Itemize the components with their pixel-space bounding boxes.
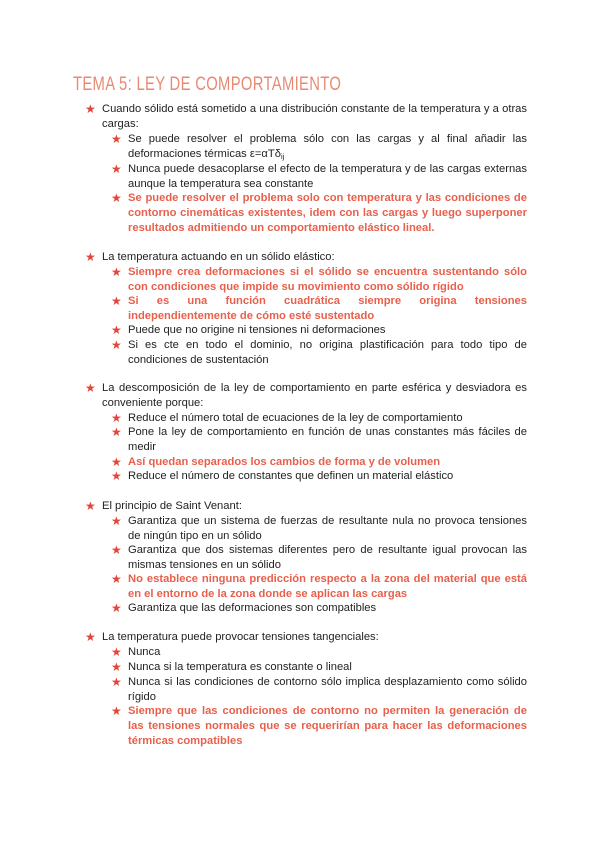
- q3-option-1: [111, 411, 527, 426]
- star-bullet-icon: ★: [111, 660, 122, 674]
- question-text: La temperatura puede provocar tensiones tangenciales:: [102, 631, 379, 643]
- question-text: La temperatura actuando en un sólido elástico:: [102, 251, 335, 263]
- q4-option-4: [111, 601, 527, 616]
- q2-option-3: [111, 323, 527, 338]
- question-1: [85, 102, 527, 132]
- q3-option-3: [111, 455, 527, 470]
- q4-option-3: [111, 572, 527, 602]
- star-bullet-icon: ★: [111, 265, 122, 279]
- star-bullet-icon: ★: [111, 425, 122, 439]
- correct-option-text: Siempre crea deformaciones si el sólido se encuentra sustentando sólo con condiciones que impide su movimiento como sólido rígido: [128, 266, 527, 293]
- star-bullet-icon: ★: [85, 250, 96, 264]
- option-text: Nunca si la temperatura es constante o lineal: [128, 661, 352, 673]
- star-bullet-icon: ★: [111, 645, 122, 659]
- q3-option-4: [111, 469, 527, 484]
- star-bullet-icon: ★: [111, 191, 122, 205]
- q1-option-3: [111, 191, 527, 236]
- star-bullet-icon: ★: [85, 102, 96, 116]
- q2-option-2: [111, 294, 527, 324]
- star-bullet-icon: ★: [111, 572, 122, 586]
- q1-option-2: [111, 162, 527, 192]
- option-text: Nunca puede desacoplarse el efecto de la temperatura y de las cargas externas aunque la temperatura sea constante: [128, 163, 527, 190]
- star-bullet-icon: ★: [111, 294, 122, 308]
- option-text: Pone la ley de comportamiento en función de unas constantes más fáciles de medir: [128, 426, 527, 453]
- star-bullet-icon: ★: [111, 411, 122, 425]
- option-text: Garantiza que las deformaciones son compatibles: [128, 602, 377, 614]
- q5-option-3: [111, 675, 527, 705]
- star-bullet-icon: ★: [111, 469, 122, 483]
- question-text: Cuando sólido está sometido a una distribución constante de la temperatura y a otras cargas:: [102, 103, 527, 130]
- question-text: El principio de Saint Venant:: [102, 500, 242, 512]
- question-4: [85, 499, 527, 514]
- question-5: [85, 630, 527, 645]
- question-2: [85, 250, 527, 265]
- star-bullet-icon: ★: [111, 543, 122, 557]
- star-bullet-icon: ★: [111, 132, 122, 146]
- q3-option-2: [111, 425, 527, 455]
- correct-option-text: Si es una función cuadrática siempre origina tensiones independientemente de cómo esté sustentado: [128, 295, 527, 322]
- star-bullet-icon: ★: [85, 499, 96, 513]
- q4-option-1: [111, 514, 527, 544]
- star-bullet-icon: ★: [111, 704, 122, 718]
- question-3: [85, 381, 527, 411]
- star-bullet-icon: ★: [111, 338, 122, 352]
- star-bullet-icon: ★: [85, 381, 96, 395]
- option-text: Garantiza que un sistema de fuerzas de resultante nula no provoca tensiones de ningún tipo en un sólido: [128, 515, 527, 542]
- star-bullet-icon: ★: [111, 162, 122, 176]
- question-text: La descomposición de la ley de comportamiento en parte esférica y desviadora es conveniente porque:: [102, 382, 527, 409]
- correct-option-text: Se puede resolver el problema solo con temperatura y las condiciones de contorno cinemáticas existentes, idem con las cargas y luego superponer resultados admitiendo un comportamiento elástico lineal.: [128, 192, 527, 234]
- option-text: Si es cte en todo el dominio, no origina plastificación para todo tipo de condiciones de sustentación: [128, 339, 527, 366]
- star-bullet-icon: ★: [111, 323, 122, 337]
- option-text: Reduce el número total de ecuaciones de la ley de comportamiento: [128, 412, 463, 424]
- option-text: Puede que no origine ni tensiones ni deformaciones: [128, 324, 386, 336]
- option-text: Se puede resolver el problema sólo con las cargas y al final añadir las deformaciones térmicas ε=αTδ$_{ij}$: [128, 133, 527, 161]
- correct-option-text: Así quedan separados los cambios de forma y de volumen: [128, 456, 441, 468]
- star-bullet-icon: ★: [111, 601, 122, 615]
- q5-option-2: [111, 660, 527, 675]
- option-text: Nunca si las condiciones de contorno sólo implica desplazamiento como sólido rígido: [128, 676, 527, 703]
- star-bullet-icon: ★: [111, 514, 122, 528]
- q1-option-1: [111, 132, 527, 164]
- option-text: Nunca: [128, 646, 161, 658]
- q2-option-1: [111, 265, 527, 295]
- q2-option-4: [111, 338, 527, 368]
- correct-option-text: No establece ninguna predicción respecto a la zona del material que está en el entorno de la zona donde se aplican las cargas: [128, 573, 527, 600]
- star-bullet-icon: ★: [111, 455, 122, 469]
- q5-option-4: [111, 704, 527, 749]
- star-bullet-icon: ★: [111, 675, 122, 689]
- option-text: Garantiza que dos sistemas diferentes pero de resultante igual provocan las mismas tensiones en un sólido: [128, 544, 527, 571]
- correct-option-text: Siempre que las condiciones de contorno no permiten la generación de las tensiones normales que se requerirían para hacer las deformaciones térmicas compatibles: [128, 705, 527, 747]
- q4-option-2: [111, 543, 527, 573]
- star-bullet-icon: ★: [85, 630, 96, 644]
- q5-option-1: [111, 645, 527, 660]
- page-title: TEMA 5: LEY DE COMPORTAMIENTO: [73, 74, 342, 95]
- option-text: Reduce el número de constantes que definen un material elástico: [128, 470, 454, 482]
